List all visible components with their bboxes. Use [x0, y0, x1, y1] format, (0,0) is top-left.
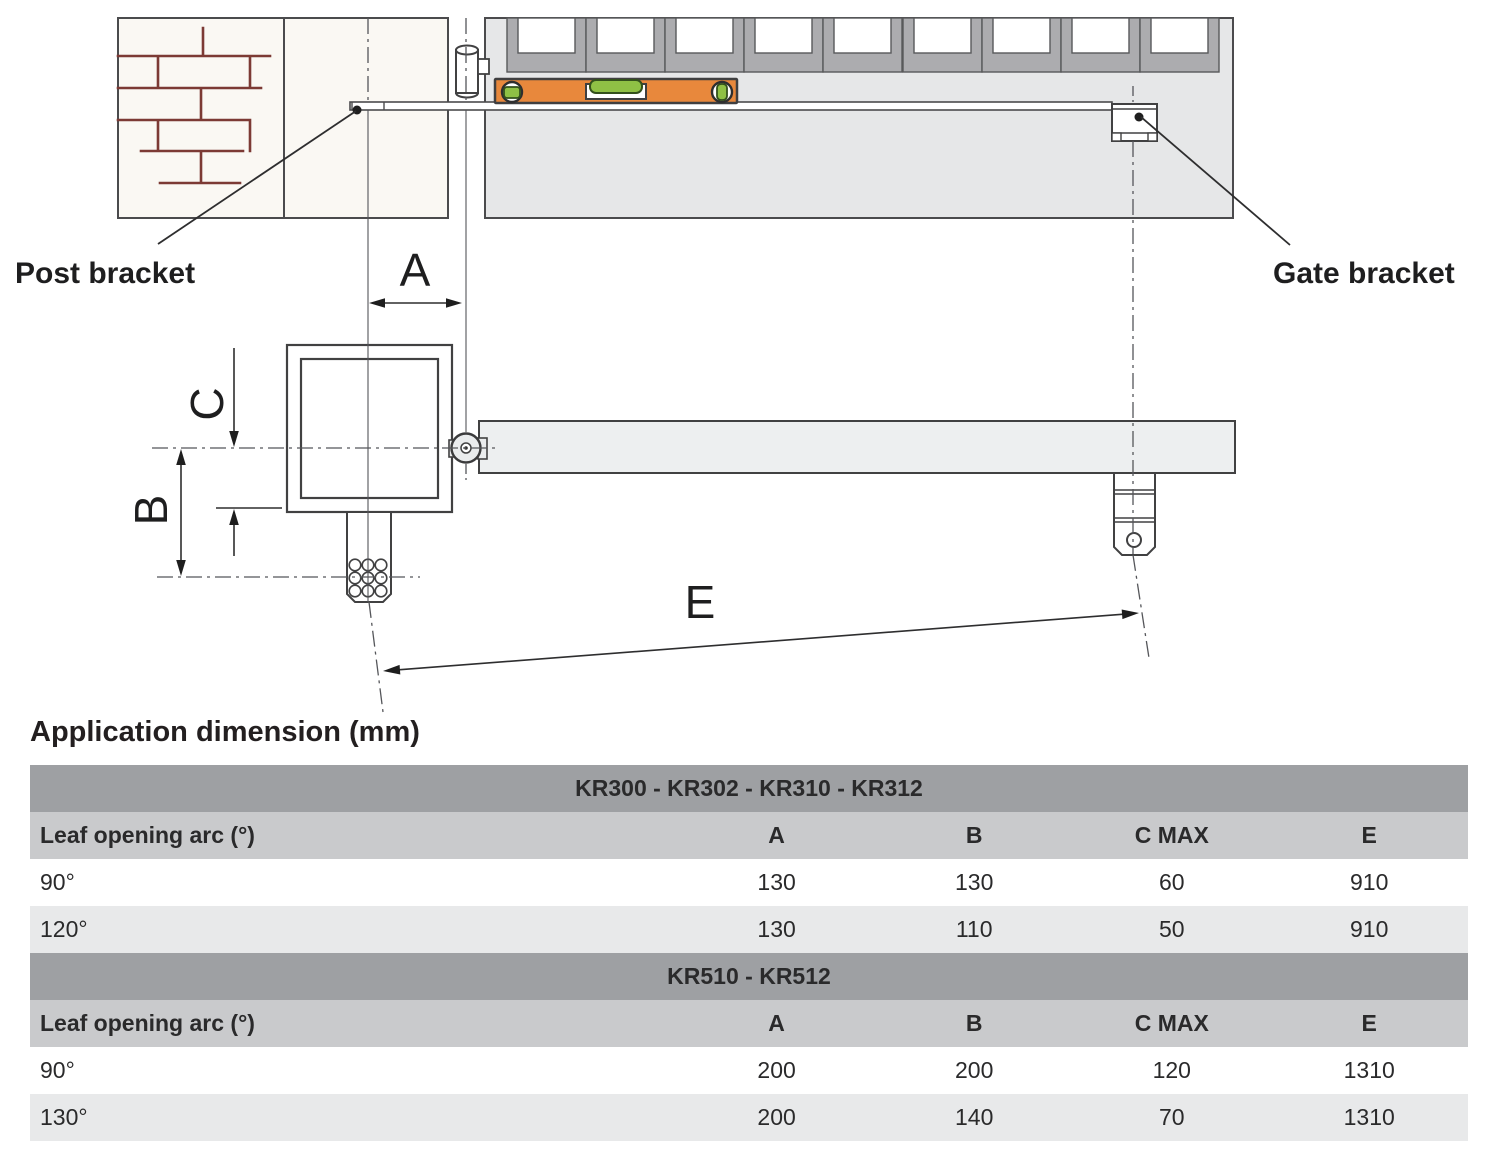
section-header: KR510 - KR512 [30, 953, 1468, 1000]
gate-bracket-label: Gate bracket [1273, 257, 1455, 290]
dimension-a [369, 244, 462, 308]
column-header-row [30, 812, 1468, 859]
level-left-vial [504, 87, 520, 98]
dimension-b [125, 449, 186, 576]
post-bracket-plate [347, 512, 391, 602]
dim-a-label: A [399, 244, 431, 296]
table-row: 90° 130 130 60 910 [30, 859, 1468, 906]
dim-c-label: C [181, 387, 234, 421]
wall-and-post [118, 18, 448, 218]
actuator-body [479, 421, 1235, 473]
col-header-a: A [678, 1000, 875, 1047]
col-header-b: B [875, 1000, 1073, 1047]
dimension-e [383, 576, 1140, 676]
level-center-vial [590, 80, 642, 93]
level-right-vial [717, 84, 727, 100]
col-header-a: A [678, 812, 875, 859]
actuator-fork-end [1114, 473, 1155, 555]
col-header-cmax: C MAX [1073, 812, 1270, 859]
application-dimensions-table [30, 765, 1468, 1141]
col-header-leaf-arc: Leaf opening arc (°) [30, 1000, 678, 1047]
table-row: 120° 130 110 50 910 [30, 906, 1468, 953]
col-header-e: E [1270, 812, 1468, 859]
gate-bracket [1112, 104, 1157, 141]
spirit-level [495, 79, 737, 103]
dim-b-label: B [125, 494, 178, 526]
col-header-cmax: C MAX [1073, 1000, 1270, 1047]
table-row: 130° 200 140 70 1310 [30, 1094, 1468, 1141]
table-title: Application dimension (mm) [30, 716, 420, 748]
section-header: KR300 - KR302 - KR310 - KR312 [30, 765, 1468, 812]
section-header-row [30, 953, 1468, 1000]
column-header-row [30, 1000, 1468, 1047]
dimension-c [181, 348, 282, 556]
section-header-row [30, 765, 1468, 812]
col-header-b: B [875, 812, 1073, 859]
col-header-leaf-arc: Leaf opening arc (°) [30, 812, 678, 859]
square-post-section [287, 345, 452, 512]
post-bracket-label: Post bracket [15, 257, 196, 290]
col-header-e: E [1270, 1000, 1468, 1047]
dim-e-label: E [684, 576, 716, 628]
table-row: 90° 200 200 120 1310 [30, 1047, 1468, 1094]
